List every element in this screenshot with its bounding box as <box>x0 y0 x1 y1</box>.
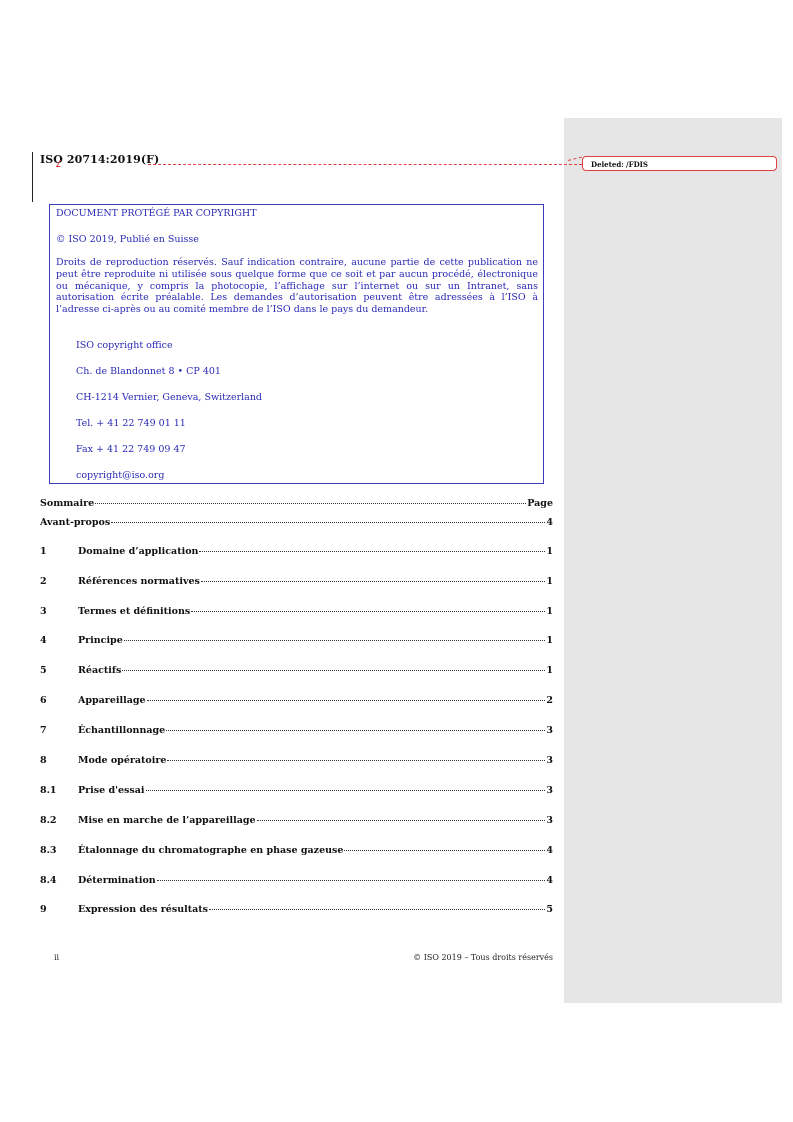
footer-copyright: © ISO 2019 – Tous droits réservés <box>413 953 553 962</box>
toc-entry-title: Prise d'essai <box>78 785 145 796</box>
toc-leader <box>124 640 546 641</box>
toc-entry-number: 8 <box>40 755 47 766</box>
toc-leader <box>111 522 545 523</box>
toc-entry[interactable] <box>40 815 553 829</box>
toc-entry-number: 5 <box>40 665 47 676</box>
document-identifier: ISO 20714:2019(F) <box>40 153 160 166</box>
toc-entry-title: Expression des résultats <box>78 904 208 915</box>
deleted-comment-balloon[interactable] <box>582 156 777 171</box>
address-line: Fax + 41 22 749 09 47 <box>76 444 186 455</box>
toc-leader <box>146 790 546 791</box>
toc-leader <box>167 760 545 761</box>
comment-text: /FDIS <box>626 160 648 169</box>
toc-entry-page: 1 <box>546 635 553 646</box>
toc-entry-page: 1 <box>546 606 553 617</box>
toc-entry-page: 3 <box>546 785 553 796</box>
toc-leader <box>122 670 545 671</box>
copyright-paragraph: Droits de reproduction réservés. Sauf indication contraire, aucune partie de cette publication ne peut être reproduite ni utilisée sous quelque forme que ce soit et par aucun procédé, électronique ou mécanique, y compris la photocopie, l’affichage sur l’internet ou sur un Intranet, sans autorisation écrite préalable. Les demandes d’autorisation peuvent être adressées à l’ISO à l’adresse ci-après ou au comité membre de l’ISO dans le pays du demandeur. <box>56 257 538 316</box>
toc-entry[interactable] <box>40 635 553 649</box>
toc-entry-title: Mise en marche de l’appareillage <box>78 815 256 826</box>
toc-entry-page: 4 <box>546 875 553 886</box>
toc-entry[interactable] <box>40 725 553 739</box>
toc-entry-title: Mode opératoire <box>78 755 167 766</box>
address-line: ISO copyright office <box>76 340 173 351</box>
copyright-notice-box <box>49 204 544 484</box>
toc-leader <box>191 611 545 612</box>
toc-leader <box>201 581 545 582</box>
footer-page-number: ii <box>54 953 60 962</box>
copyright-title: DOCUMENT PROTÉGÉ PAR COPYRIGHT <box>56 208 257 219</box>
toc-entry-number: 8.3 <box>40 845 57 856</box>
toc-entry[interactable] <box>40 904 553 918</box>
toc-entry[interactable] <box>40 576 553 590</box>
toc-leader <box>147 700 546 701</box>
comment-connector-line <box>148 164 582 165</box>
toc-entry-page: 4 <box>546 517 553 528</box>
comment-margin-pane <box>564 118 782 1003</box>
toc-heading-row <box>40 498 553 512</box>
address-line: Tel. + 41 22 749 01 11 <box>76 418 186 429</box>
toc-entry[interactable] <box>40 875 553 889</box>
toc-entry-title: Étalonnage du chromatographe en phase gazeuse <box>78 845 344 856</box>
toc-entry-page: 1 <box>546 546 553 557</box>
toc-heading: Sommaire <box>40 498 95 509</box>
toc-entry-number: 8.1 <box>40 785 57 796</box>
toc-entry-title: Principe <box>78 635 123 646</box>
toc-entry-title: Appareillage <box>78 695 146 706</box>
toc-leader <box>166 730 545 731</box>
toc-entry[interactable] <box>40 517 553 531</box>
toc-leader <box>95 503 526 504</box>
toc-entry-page: 3 <box>546 725 553 736</box>
toc-leader <box>157 880 546 881</box>
toc-entry[interactable] <box>40 606 553 620</box>
toc-entry-page: 1 <box>546 576 553 587</box>
copyright-published: © ISO 2019, Publié en Suisse <box>56 234 199 245</box>
toc-entry-number: 7 <box>40 725 47 736</box>
toc-entry-number: 4 <box>40 635 47 646</box>
toc-leader <box>199 551 545 552</box>
toc-entry-page: 3 <box>546 815 553 826</box>
comment-label: Deleted: <box>591 160 624 169</box>
toc-entry-number: 1 <box>40 546 47 557</box>
toc-entry-number: 6 <box>40 695 47 706</box>
toc-heading-page: Page <box>527 498 553 509</box>
toc-entry-title: Détermination <box>78 875 156 886</box>
toc-entry-number: 8.2 <box>40 815 57 826</box>
address-line: Ch. de Blandonnet 8 • CP 401 <box>76 366 221 377</box>
toc-entry-title: Avant-propos <box>40 517 111 528</box>
toc-entry-title: Termes et définitions <box>78 606 191 617</box>
toc-entry-page: 3 <box>546 755 553 766</box>
toc-entry[interactable] <box>40 546 553 560</box>
toc-entry-number: 9 <box>40 904 47 915</box>
toc-entry-number: 2 <box>40 576 47 587</box>
toc-entry[interactable] <box>40 845 553 859</box>
toc-entry-title: Réactifs <box>78 665 122 676</box>
toc-entry[interactable] <box>40 665 553 679</box>
toc-leader <box>257 820 546 821</box>
toc-leader <box>344 850 545 851</box>
toc-entry-number: 3 <box>40 606 47 617</box>
toc-entry-page: 5 <box>546 904 553 915</box>
toc-entry[interactable] <box>40 695 553 709</box>
toc-entry-title: Domaine d’application <box>78 546 199 557</box>
toc-leader <box>209 909 545 910</box>
address-line: CH-1214 Vernier, Geneva, Switzerland <box>76 392 263 403</box>
email-link[interactable]: copyright@iso.org <box>76 470 165 481</box>
toc-entry-page: 2 <box>546 695 553 706</box>
toc-entry-title: Références normatives <box>78 576 200 587</box>
toc-entry-page: 1 <box>546 665 553 676</box>
toc-entry-page: 4 <box>546 845 553 856</box>
toc-entry-number: 8.4 <box>40 875 57 886</box>
toc-entry[interactable] <box>40 755 553 769</box>
change-bar <box>32 152 33 202</box>
toc-entry-title: Échantillonnage <box>78 725 166 736</box>
toc-entry[interactable] <box>40 785 553 799</box>
